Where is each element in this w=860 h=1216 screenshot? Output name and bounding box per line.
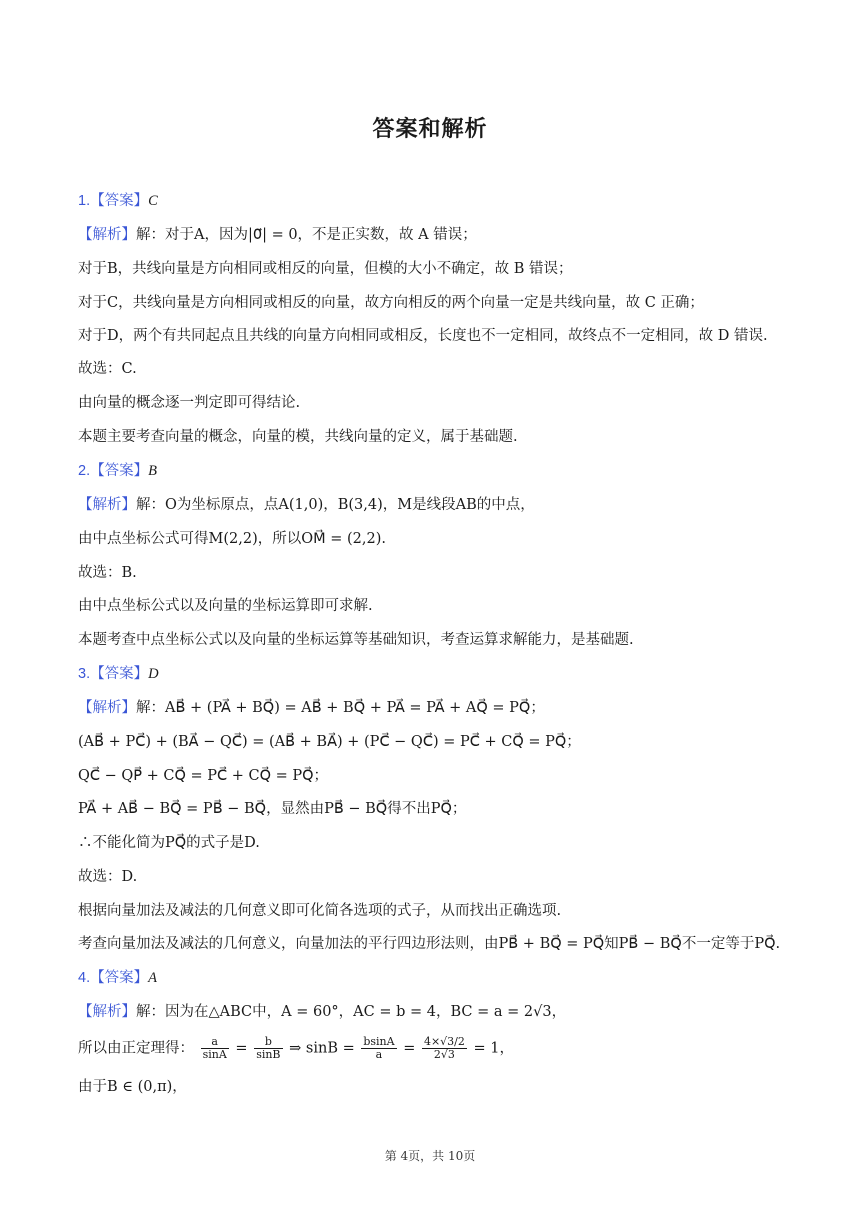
q3-line-2: QC⃗ − QP⃗ + CQ⃗ = PC⃗ + CQ⃗ = PQ⃗；: [78, 768, 329, 784]
q1-line-1: 对于B，共线向量是方向相同或相反的向量，但模的大小不确定，故 B 错误；: [78, 261, 573, 277]
q1-analysis-tag: 【解析】: [78, 227, 136, 243]
q3-line-1: (AB⃗ + PC⃗) + (BA⃗ − QC⃗) = (AB⃗ + BA⃗) + (PC⃗ − QC⃗) = PC⃗ + CQ⃗ = PQ⃗；: [78, 734, 581, 750]
q3-answer-line: [78, 663, 159, 685]
q2-analysis-line: [78, 494, 535, 516]
page-footer: 第 4页，共 10页: [384, 1149, 476, 1163]
q2-line-2: 故选：B.: [78, 565, 137, 581]
frac-numerator: b: [254, 1036, 282, 1049]
q3-line-7: 考查向量加法及减法的几何意义，向量加法的平行四边形法则，由PB⃗ + BQ⃗ = PQ⃗知PB⃗ − BQ⃗不一定等于PQ⃗.: [78, 936, 781, 952]
q2-line-1: 由中点坐标公式可得M(2,2)，所以OM⃗ = (2,2).: [78, 531, 386, 547]
q4-answer-line: [78, 967, 157, 989]
q2-number: 2.: [78, 463, 91, 479]
q1-answer-tag: 【答案】: [90, 193, 149, 209]
equals-sign-2: =: [403, 1040, 416, 1057]
frac-numerator: a: [201, 1036, 229, 1049]
q1-answer: C: [148, 193, 158, 209]
fraction-bsinA-over-a: [361, 1036, 396, 1061]
page-title: 答案和解析: [372, 117, 488, 142]
q1-line-4: 故选：C.: [78, 361, 137, 377]
frac-denominator: a: [375, 1048, 383, 1061]
frac-denominator: sinA: [202, 1048, 227, 1061]
q2-analysis-tag: 【解析】: [78, 497, 136, 513]
q1-answer-line: [78, 190, 158, 212]
q1-line-6: 本题主要考查向量的概念，向量的模，共线向量的定义，属于基础题.: [78, 429, 518, 445]
q4-analysis-line: [78, 1001, 566, 1023]
q3-line-4: ∴不能化简为PQ⃗的式子是D.: [78, 835, 260, 851]
q1-line-2: 对于C，共线向量是方向相同或相反的向量，故方向相反的两个向量一定是共线向量，故 C 正确；: [78, 295, 704, 311]
fraction-a-over-sinA: [201, 1036, 229, 1061]
frac-numerator: 4×√3/2: [423, 1035, 465, 1048]
q4-analysis-tag: 【解析】: [78, 1004, 136, 1020]
q2-answer-line: [78, 460, 157, 482]
q3-answer: D: [148, 666, 159, 682]
q3-line-0: 解：AB⃗ + (PA⃗ + BQ⃗) = AB⃗ + BQ⃗ + PA⃗ = PA⃗ + AQ⃗ = PQ⃗；: [136, 700, 545, 716]
q3-line-3: PA⃗ + AB⃗ − BQ⃗ = PB⃗ − BQ⃗，显然由PB⃗ − BQ⃗得不出PQ⃗；: [78, 801, 467, 817]
frac-denominator: sinB: [256, 1048, 281, 1061]
equals-sign: =: [235, 1040, 248, 1057]
q3-analysis-tag: 【解析】: [78, 700, 136, 716]
q1-line-3: 对于D，两个有共同起点且共线的向量方向相同或相反，长度也不一定相同，故终点不一定相同，故 D 错误.: [78, 328, 768, 344]
q4-number: 4.: [78, 970, 91, 986]
formula-result: = 1，: [473, 1040, 514, 1057]
q2-answer-tag: 【答案】: [90, 463, 149, 479]
q4-line-0: 解：因为在△ABC中，A = 60°，AC = b = 4，BC = a = 2√3，: [136, 1004, 567, 1020]
q1-line-0: 解：对于A，因为|0⃗| = 0，不是正实数，故 A 错误；: [136, 227, 477, 243]
q2-line-4: 本题考查中点坐标公式以及向量的坐标运算等基础知识，考查运算求解能力，是基础题.: [78, 632, 634, 648]
q4-formula-line: [78, 1036, 514, 1061]
q4-answer: A: [148, 970, 157, 986]
q2-line-0: 解：O为坐标原点，点A(1,0)，B(3,4)，M是线段AB的中点，: [136, 497, 535, 513]
q1-analysis-line: [78, 224, 477, 246]
q3-line-6: 根据向量加法及减法的几何意义即可化简各选项的式子，从而找出正确选项.: [78, 903, 562, 919]
q4-line-2: 由于B ∈ (0,π)，: [78, 1079, 187, 1095]
q4-answer-tag: 【答案】: [90, 970, 149, 986]
q3-answer-tag: 【答案】: [90, 666, 149, 682]
q1-line-5: 由向量的概念逐一判定即可得结论.: [78, 395, 301, 411]
frac-numerator: bsinA: [363, 1035, 395, 1048]
q2-answer: B: [148, 463, 157, 479]
fraction-value: [422, 1036, 467, 1061]
q3-line-5: 故选：D.: [78, 869, 138, 885]
q3-number: 3.: [78, 666, 91, 682]
fraction-b-over-sinB: [254, 1036, 282, 1061]
implies-sinB: ⇒ sinB =: [289, 1040, 355, 1057]
q4-line-1: 所以由正定理得：: [78, 1040, 194, 1057]
frac-denominator: 2√3: [433, 1048, 455, 1061]
q2-line-3: 由中点坐标公式以及向量的坐标运算即可求解.: [78, 598, 373, 614]
q1-number: 1.: [78, 193, 91, 209]
q3-analysis-line: [78, 697, 545, 719]
